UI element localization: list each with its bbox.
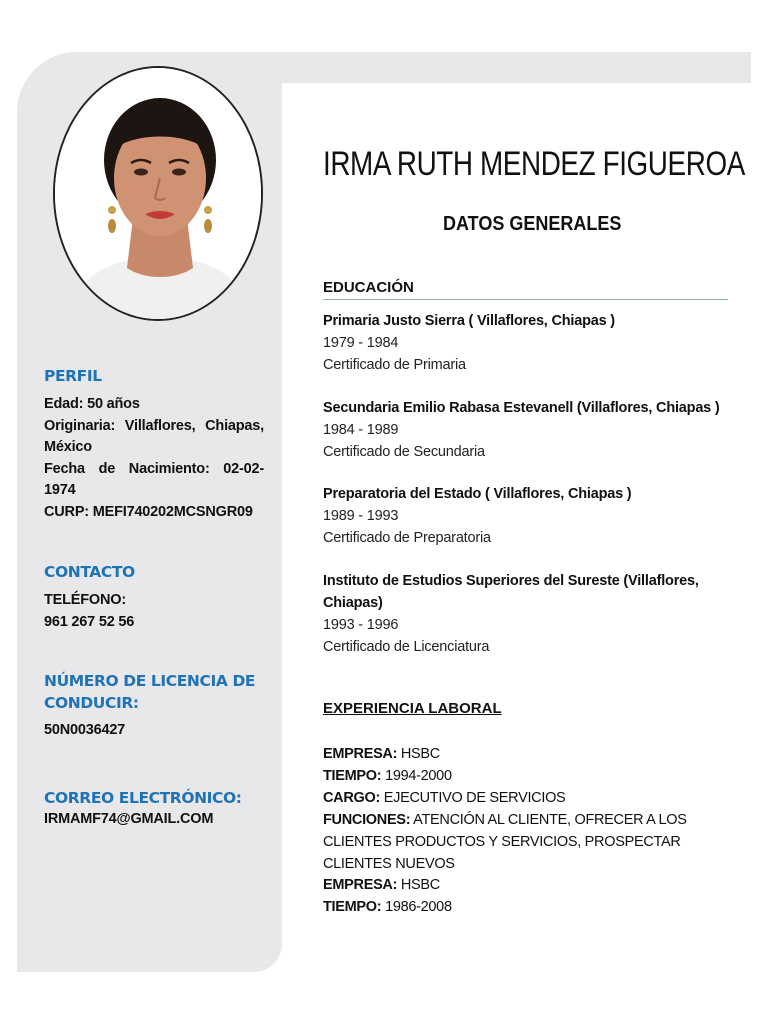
perfil-curp: CURP: MEFI740202MCSNGR09 <box>44 503 253 520</box>
education-years: 1993 - 1996 <box>323 617 399 633</box>
correo-section <box>44 787 264 831</box>
education-school: Instituto de Estudios Superiores del Sureste (Villaflores, Chiapas) <box>323 573 699 611</box>
education-years: 1979 - 1984 <box>323 335 399 351</box>
experiencia-heading: EXPERIENCIA LABORAL <box>323 700 502 717</box>
education-certificate: Certificado de Primaria <box>323 357 466 373</box>
empresa-label: EMPRESA: <box>323 877 398 893</box>
job-funciones <box>323 809 728 875</box>
perfil-edad: Edad: 50 años <box>44 396 140 412</box>
education-school: Primaria Justo Sierra ( Villaflores, Chiapas ) <box>323 313 615 329</box>
tiempo-label: TIEMPO: <box>323 899 382 915</box>
job-tiempo <box>323 765 728 787</box>
perfil-section <box>44 365 264 523</box>
perfil-originaria: Originaria: Villaflores, Chiapas, México <box>44 417 264 455</box>
contacto-section <box>44 561 264 633</box>
education-certificate: Certificado de Licenciatura <box>323 639 490 655</box>
correo-heading: CORREO ELECTRÓNICO: <box>44 789 242 807</box>
header-band <box>240 52 751 83</box>
funciones-value: ATENCIÓN AL CLIENTE, OFRECER A LOS CLIENTES PRODUCTOS Y SERVICIOS, PROSPECTAR CLIENTES NUEVOS <box>323 812 687 872</box>
education-years: 1984 - 1989 <box>323 422 399 438</box>
cargo-value: EJECUTIVO DE SERVICIOS <box>383 790 566 806</box>
education-certificate: Certificado de Secundaria <box>323 444 485 460</box>
profile-photo <box>53 66 263 321</box>
education-entry <box>323 570 728 658</box>
correo-email[interactable]: IRMAMF74@GMAIL.COM <box>44 811 214 827</box>
portrait-illustration <box>55 68 263 321</box>
tiempo-value: 1986-2008 <box>385 899 452 915</box>
cargo-label: CARGO: <box>323 790 381 806</box>
education-school: Secundaria Emilio Rabasa Estevanell (Villaflores, Chiapas ) <box>323 400 720 416</box>
job-entry <box>323 874 728 918</box>
empresa-value: HSBC <box>400 746 440 762</box>
job-entry <box>323 743 728 875</box>
job-empresa <box>323 874 728 896</box>
licencia-numero: 50N0036427 <box>44 722 126 738</box>
education-years: 1989 - 1993 <box>323 508 399 524</box>
funciones-label: FUNCIONES: <box>323 812 411 828</box>
tiempo-label: TIEMPO: <box>323 768 382 784</box>
job-cargo <box>323 787 728 809</box>
educacion-heading: EDUCACIÓN <box>323 279 728 300</box>
education-entry <box>323 483 728 549</box>
education-entry <box>323 310 728 376</box>
job-empresa <box>323 743 728 765</box>
perfil-heading: PERFIL <box>44 367 102 385</box>
empresa-value: HSBC <box>400 877 440 893</box>
licencia-heading: NÚMERO DE LICENCIA DE CONDUCIR: <box>44 672 256 712</box>
education-certificate: Certificado de Preparatoria <box>323 530 491 546</box>
telefono-label: TELÉFONO: <box>44 592 126 608</box>
telefono-value: 961 267 52 56 <box>44 613 135 630</box>
tiempo-value: 1994-2000 <box>385 768 452 784</box>
candidate-name: IRMA RUTH MENDEZ FIGUEROA <box>323 145 745 183</box>
contacto-heading: CONTACTO <box>44 563 135 581</box>
licencia-section <box>44 670 264 742</box>
perfil-fecha-nacimiento: Fecha de Nacimiento: 02-02-1974 <box>44 460 264 498</box>
empresa-label: EMPRESA: <box>323 746 398 762</box>
education-entry <box>323 397 728 463</box>
job-tiempo <box>323 896 728 918</box>
education-school: Preparatoria del Estado ( Villaflores, Chiapas ) <box>323 486 632 502</box>
datos-generales-title: DATOS GENERALES <box>443 213 622 235</box>
